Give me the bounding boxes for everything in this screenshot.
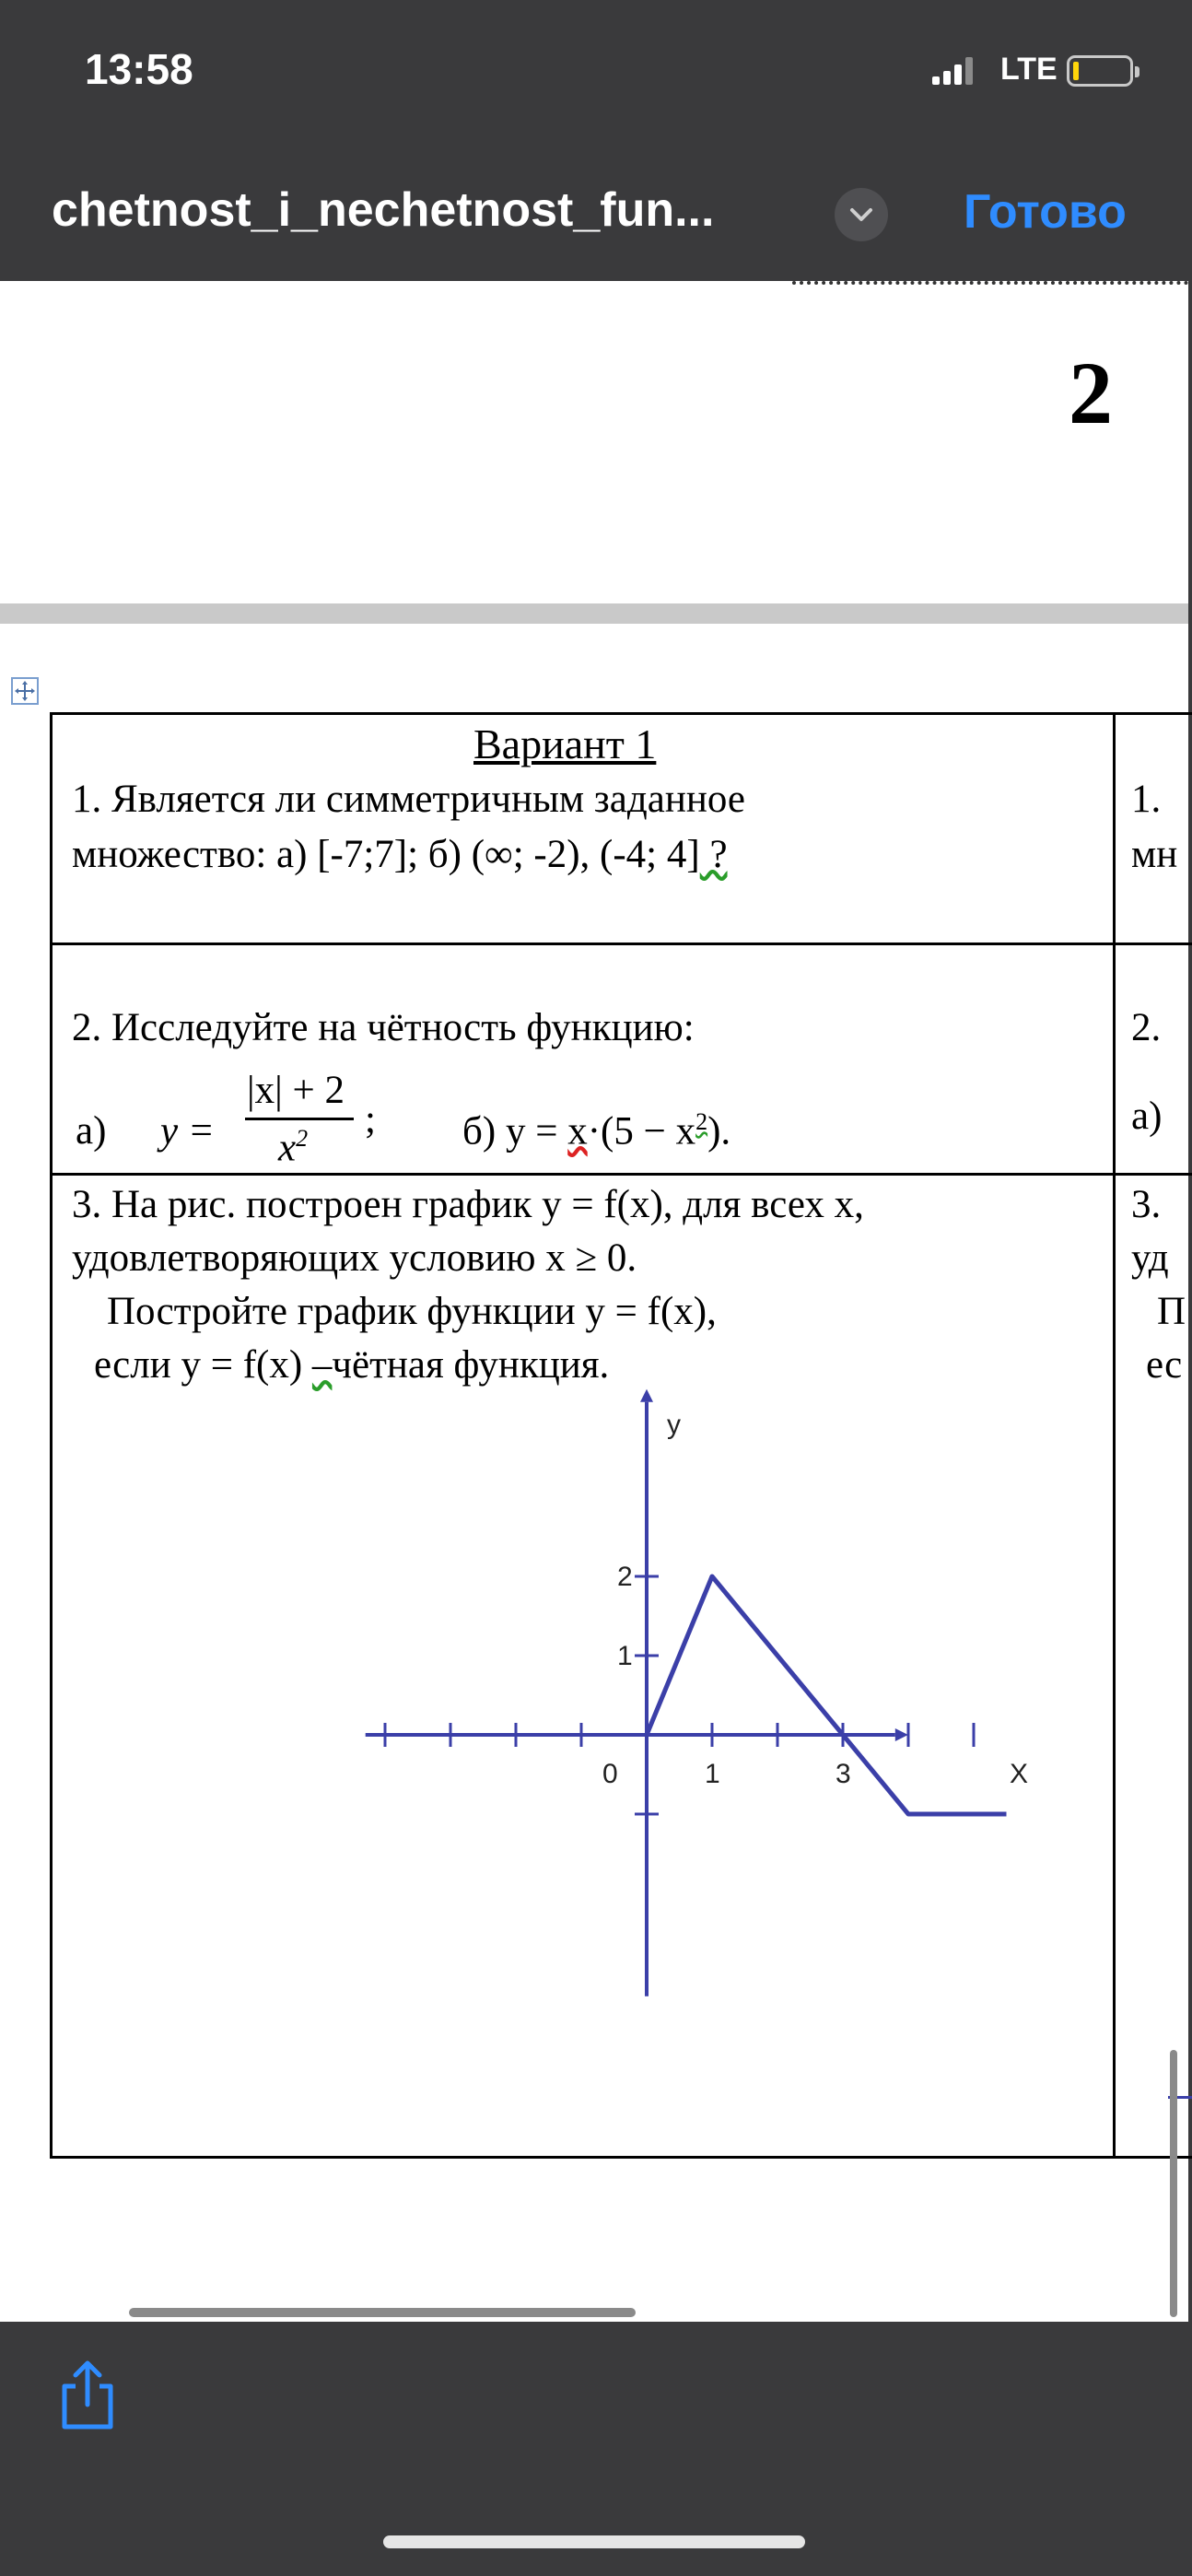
- table-border-bottom: [50, 2156, 1192, 2159]
- q2-line1: 2. Исследуйте на чётность функцию:: [72, 1006, 695, 1049]
- variant-title: Вариант 1: [473, 720, 657, 767]
- right-q2-number: 2.: [1131, 1006, 1162, 1049]
- nav-bar: [0, 138, 1188, 281]
- table-row-divider: [50, 943, 1192, 945]
- q2-b-expression: б) $y = x\cdot(5 - x^2)$.: [462, 1108, 731, 1153]
- table-column-divider: [1113, 712, 1116, 2159]
- share-icon: [55, 2359, 120, 2432]
- page-divider: [792, 281, 1188, 290]
- home-indicator[interactable]: [383, 2535, 805, 2548]
- status-bar: [0, 0, 1188, 138]
- x-axis-arrow: [895, 1728, 908, 1741]
- right-q1-number: 1.: [1131, 778, 1162, 821]
- q2-a-separator: ;: [365, 1098, 376, 1142]
- bottom-toolbar: [0, 2322, 1188, 2576]
- function-graph: [50, 1410, 1029, 2131]
- network-type: LTE: [1000, 52, 1058, 87]
- document-page[interactable]: [0, 281, 1188, 2322]
- right-q1-text: мн: [1131, 833, 1178, 876]
- page-number: 2: [1069, 344, 1113, 442]
- document-title[interactable]: chetnost_i_nechetnost_fun...: [52, 183, 715, 237]
- horizontal-scrollbar[interactable]: [129, 2308, 636, 2317]
- share-button[interactable]: [55, 2359, 120, 2432]
- table-border-top: [50, 712, 1192, 715]
- right-q3-number: 3.: [1131, 1183, 1162, 1226]
- signal-icon: [932, 57, 975, 85]
- x-tick-label: 3: [836, 1759, 851, 1789]
- q1-line2: множество: а) [-7;7]; б) (∞; -2), (-4; 4] ?: [72, 833, 728, 876]
- q3-line4: если y = f(x) –чётная функция.: [94, 1343, 610, 1387]
- q2-a-numerator: |x| + 2: [247, 1069, 345, 1112]
- q2-a-denominator: $x^2$: [278, 1125, 309, 1170]
- q1-line1: 1. Является ли симметричным заданное: [72, 778, 745, 821]
- q2-a-y: y =: [160, 1109, 215, 1153]
- vertical-scrollbar[interactable]: [1170, 2050, 1177, 2317]
- battery-icon: [1067, 55, 1133, 87]
- status-time: 13:58: [85, 45, 193, 93]
- q2-a-label: а): [76, 1109, 107, 1153]
- function-line: [647, 1576, 1007, 1814]
- title-menu-button[interactable]: [835, 188, 888, 241]
- q3-line2: удовлетворяющих условию x ≥ 0.: [72, 1236, 637, 1280]
- table-row-divider: [50, 1173, 1192, 1176]
- y-axis-label: y: [667, 1410, 681, 1441]
- x-axis-label: X: [1010, 1759, 1029, 1789]
- fraction-bar: [245, 1118, 354, 1120]
- table-move-icon[interactable]: [11, 677, 39, 705]
- x-tick-label: 1: [705, 1759, 720, 1789]
- right-q3-line4: ес: [1146, 1343, 1183, 1387]
- y-axis-arrow: [640, 1389, 653, 1402]
- right-q3-line3: П: [1157, 1290, 1186, 1333]
- assignment-table: [50, 712, 1192, 2159]
- right-q3-line2: уд: [1131, 1236, 1169, 1280]
- page-gap: [0, 603, 1188, 624]
- chevron-down-icon: [848, 205, 874, 225]
- y-tick-label: 2: [617, 1562, 633, 1592]
- right-q2-text: а): [1131, 1095, 1163, 1138]
- x-tick-label: 0: [602, 1759, 618, 1789]
- y-tick-label: 1: [617, 1641, 633, 1671]
- done-button[interactable]: Готово: [964, 185, 1127, 239]
- q3-line1: 3. На рис. построен график y = f(x), для всех x,: [72, 1183, 864, 1226]
- q3-line3: Постройте график функции y = f(x),: [107, 1290, 717, 1333]
